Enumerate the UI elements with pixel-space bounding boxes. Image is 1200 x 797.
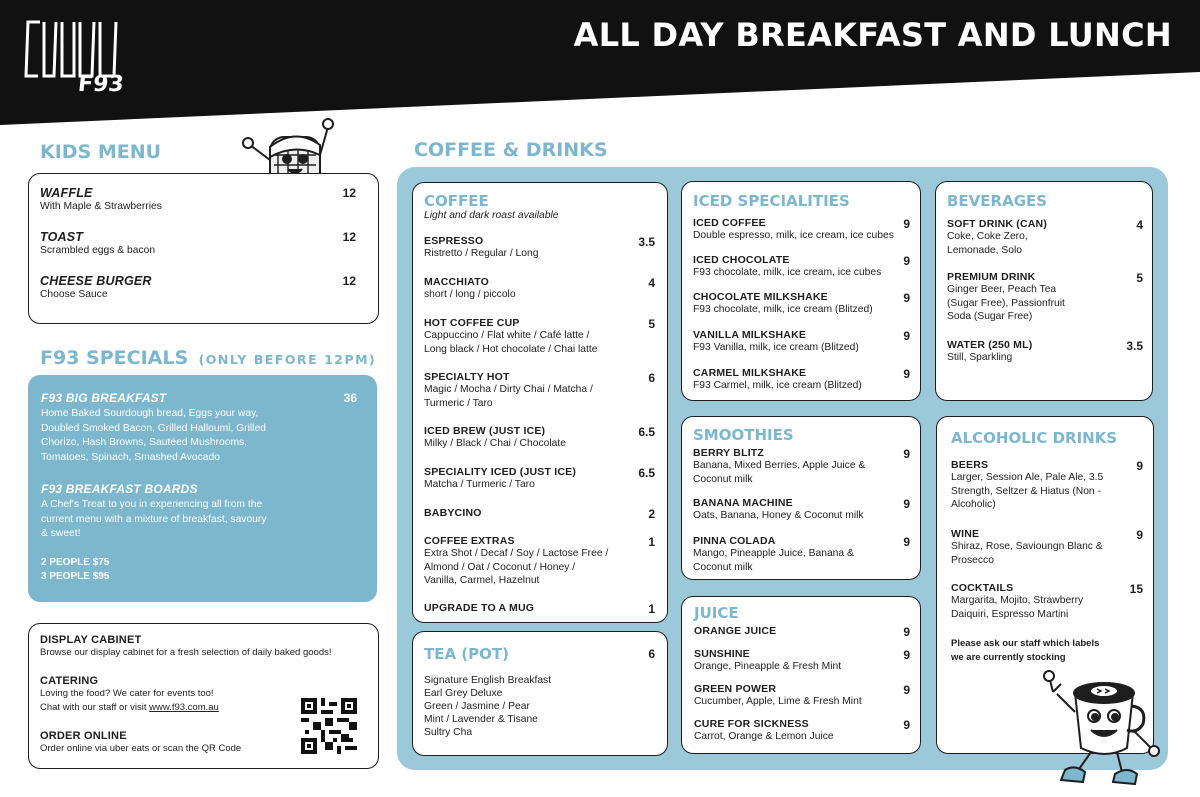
item-name: F93 BREAKFAST BOARDS	[41, 482, 198, 496]
item-price: 1	[648, 535, 655, 549]
section-heading: SMOOTHIES	[693, 426, 794, 444]
header-banner	[0, 0, 1200, 125]
item-price: 6.5	[638, 425, 655, 439]
item-desc: With Maple & Strawberries	[40, 201, 162, 212]
beverages-box	[935, 181, 1153, 401]
item-name: MACCHIATO	[424, 276, 489, 288]
item-desc: Almond / Oat / Coconut / Honey /	[424, 561, 576, 573]
item-name: CARMEL MILKSHAKE	[693, 367, 807, 379]
item-desc: Cappuccino / Flat white / Café latte /	[424, 330, 590, 341]
section-subtitle: Light and dark roast available	[424, 210, 559, 221]
section-desc: Browse our display cabinet for a fresh selection of daily baked goods!	[40, 647, 332, 658]
section-desc: Chat with our staff or visit	[40, 701, 150, 713]
item-desc: Extra Shot / Decaf / Soy / Lactose Free /	[424, 548, 609, 559]
item-name: WATER (250 ML)	[947, 339, 1033, 351]
item-price: 4	[1136, 218, 1143, 232]
item-name: TOAST	[40, 230, 84, 244]
item-desc: Double espresso, milk, ice cream, ice cubes	[693, 230, 894, 241]
tea-box	[412, 631, 668, 756]
item-desc: F93 chocolate, milk, ice cream, ice cubes	[693, 267, 882, 278]
item-desc: Banana, Mixed Berries, Apple Juice &	[693, 460, 866, 471]
item-price: 4	[648, 276, 655, 290]
item-name: SPECIALITY ICED (JUST ICE)	[424, 466, 577, 478]
kids-menu-box	[28, 173, 379, 324]
item-price: 5	[648, 317, 655, 331]
item-desc: Coconut milk	[693, 561, 753, 573]
item-desc: Choose Sauce	[40, 289, 108, 300]
list-item	[424, 535, 655, 588]
item-desc: Matcha / Turmeric / Taro	[424, 479, 535, 490]
list-item	[693, 291, 910, 317]
list-item	[694, 625, 910, 637]
item-desc: F93 Vanilla, milk, ice cream (Blitzed)	[693, 342, 859, 353]
specials-note: (ONLY BEFORE 12PM)	[198, 352, 377, 367]
price-3-people: 3 PEOPLE $95	[41, 571, 110, 582]
item-price: 36	[343, 391, 357, 405]
list-item	[40, 274, 356, 302]
item-desc: Still, Sparkling	[947, 352, 1013, 363]
item-name: ORANGE JUICE	[694, 625, 777, 637]
list-item	[951, 459, 1143, 512]
item-desc: Coconut milk	[693, 473, 753, 485]
item-name: F93 BIG BREAKFAST	[41, 391, 167, 405]
list-item	[693, 497, 910, 523]
item-name: CURE FOR SICKNESS	[694, 718, 809, 730]
item-price: 9	[1136, 459, 1143, 473]
item-desc: Coke, Coke Zero,	[947, 231, 1028, 242]
section-desc: Loving the food? We cater for events too!	[40, 688, 214, 699]
board-prices	[41, 556, 109, 584]
item-name: COFFEE EXTRAS	[424, 535, 515, 547]
item-name: ICED COFFEE	[693, 217, 766, 229]
iced-specialities-box	[681, 181, 921, 401]
item-price: 12	[342, 274, 356, 288]
list-item	[424, 276, 655, 302]
item-desc: A Chef's Treat to you in experiencing all from the current menu with a mixture of breakfast, savoury & sweet!	[41, 499, 267, 540]
item-desc: Turmeric / Taro	[424, 397, 493, 409]
item-desc: Lemonade, Solo	[947, 244, 1022, 256]
item-name: ESPRESSO	[424, 235, 484, 247]
list-item	[424, 507, 655, 519]
list-item	[951, 528, 1143, 567]
item-desc: Shiraz, Rose, Savioungn Blanc &	[951, 541, 1103, 552]
specials-heading: F93 SPECIALS	[40, 347, 189, 369]
list-item	[947, 339, 1143, 365]
list-item	[40, 230, 356, 258]
item-desc: F93 chocolate, milk, ice cream (Blitzed)	[693, 304, 873, 315]
item-desc: Strength, Seltzer & Hiatus (Non -	[951, 485, 1101, 497]
list-item	[424, 235, 655, 261]
item-desc: Soda (Sugar Free)	[947, 311, 1033, 322]
item-name: ICED CHOCOLATE	[693, 254, 790, 266]
item-desc: Margarita, Mojito, Strawberry	[951, 595, 1084, 606]
item-name: PINNA COLADA	[693, 535, 776, 547]
item-name: BEERS	[951, 459, 989, 471]
item-desc: short / long / piccolo	[424, 289, 516, 300]
item-price: 9	[903, 254, 910, 268]
item-price: 9	[903, 329, 910, 343]
item-name: WINE	[951, 528, 980, 540]
item-desc: (Sugar Free), Passionfruit	[947, 297, 1065, 309]
section-heading: TEA (POT)	[424, 645, 509, 663]
item-desc: Cucumber, Apple, Lime & Fresh Mint	[694, 696, 862, 707]
item-price: 1	[648, 602, 655, 616]
list-item	[947, 271, 1143, 324]
list-item	[693, 254, 910, 280]
item-name: SOFT DRINK (CAN)	[947, 218, 1048, 230]
item-name: PREMIUM DRINK	[947, 271, 1036, 283]
list-item	[424, 425, 655, 451]
item-price: 9	[1136, 528, 1143, 542]
coffee-drinks-heading: COFFEE & DRINKS	[414, 139, 608, 161]
juice-box	[681, 596, 921, 754]
item-price: 9	[903, 648, 910, 662]
item-name: CHOCOLATE MILKSHAKE	[693, 291, 828, 303]
list-item	[693, 367, 910, 393]
price-2-people: 2 PEOPLE $75	[41, 557, 110, 568]
specials-heading-row	[40, 347, 376, 369]
coffee-cup-mascot	[1035, 668, 1160, 797]
list-item	[693, 535, 910, 574]
item-desc: Ginger Beer, Peach Tea	[947, 284, 1057, 295]
qr-code[interactable]	[301, 698, 357, 759]
tea-price: 6	[648, 647, 655, 661]
list-item	[424, 317, 655, 356]
item-price: 3.5	[1126, 339, 1143, 353]
list-item	[693, 217, 910, 243]
item-name: UPGRADE TO A MUG	[424, 602, 535, 614]
item-desc: Prosecco	[951, 554, 994, 566]
item-desc: Carrot, Orange & Lemon Juice	[694, 731, 834, 742]
item-price: 15	[1129, 582, 1143, 596]
website-link[interactable]: www.f93.com.au	[149, 701, 219, 713]
item-name: GREEN POWER	[694, 683, 777, 695]
display-cabinet-section	[40, 634, 332, 660]
item-name: VANILLA MILKSHAKE	[693, 329, 807, 341]
item-price: 9	[903, 625, 910, 639]
item-name: ICED BREW (JUST ICE)	[424, 425, 546, 437]
coffee-box	[412, 182, 668, 623]
item-price: 9	[903, 217, 910, 231]
list-item	[947, 218, 1143, 257]
specials-box	[28, 375, 377, 602]
item-desc: Milky / Black / Chai / Chocolate	[424, 438, 566, 449]
item-desc: Ristretto / Regular / Long	[424, 248, 539, 259]
item-name: HOT COFFEE CUP	[424, 317, 520, 329]
item-name: BABYCINO	[424, 507, 482, 519]
item-desc: Scrambled eggs & bacon	[40, 245, 156, 256]
item-desc: Home Baked Sourdough bread, Eggs your way, Doubled Smoked Bacon, Grilled Halloumi, Grilled Chorizo, Hash Browns, Sautéed Mushrooms, Tomatoes, Spinach, Smashed Avocado	[41, 408, 266, 464]
item-price: 9	[903, 291, 910, 305]
smoothies-box	[681, 416, 921, 580]
list-item	[41, 391, 357, 466]
tea-list: Signature English Breakfast Earl Grey Deluxe Green / Jasmine / Pear Mint / Lavender & Tisane Sultry Cha	[424, 675, 552, 738]
section-heading: BEVERAGES	[947, 192, 1048, 210]
section-heading: COFFEE	[424, 192, 489, 210]
list-item	[693, 447, 910, 486]
item-price: 6	[648, 371, 655, 385]
item-desc: Daiquiri, Espresso Martini	[951, 608, 1069, 620]
item-price: 12	[342, 186, 356, 200]
item-desc: Oats, Banana, Honey & Coconut milk	[693, 510, 864, 521]
item-name: CHEESE BURGER	[40, 274, 152, 288]
list-item	[41, 482, 357, 542]
item-desc: F93 Carmel, milk, ice cream (Blitzed)	[693, 380, 862, 391]
section-title: DISPLAY CABINET	[40, 634, 142, 646]
list-item	[40, 186, 356, 214]
logo-text: F93	[76, 72, 125, 97]
item-price: 2	[648, 507, 655, 521]
item-price: 9	[903, 683, 910, 697]
item-price: 9	[903, 367, 910, 381]
stocking-note: Please ask our staff which labels we are currently stocking	[951, 638, 1100, 663]
list-item	[424, 371, 655, 410]
info-box	[28, 623, 379, 769]
item-name: COCKTAILS	[951, 582, 1014, 594]
item-price: 5	[1136, 271, 1143, 285]
section-heading: JUICE	[694, 604, 739, 622]
item-price: 9	[903, 535, 910, 549]
list-item	[424, 466, 655, 492]
item-price: 9	[903, 497, 910, 511]
list-item	[693, 329, 910, 355]
item-desc: Alcoholic)	[951, 499, 996, 510]
item-name: SUNSHINE	[694, 648, 750, 660]
section-title: ORDER ONLINE	[40, 730, 127, 742]
item-price: 6.5	[638, 466, 655, 480]
list-item	[424, 602, 655, 614]
item-name: BERRY BLITZ	[693, 447, 765, 459]
section-desc: Order online via uber eats or scan the QR Code	[40, 743, 242, 754]
item-desc: Long black / Hot chocolate / Chai latte	[424, 343, 598, 355]
list-item	[951, 582, 1143, 621]
section-heading: ICED SPECIALITIES	[693, 192, 850, 210]
list-item	[694, 718, 910, 744]
item-desc: Magic / Mocha / Dirty Chai / Matcha /	[424, 384, 593, 395]
kids-menu-heading: KIDS MENU	[40, 141, 162, 163]
item-name: SPECIALTY HOT	[424, 371, 510, 383]
list-item	[694, 683, 910, 709]
item-price: 9	[903, 718, 910, 732]
item-name: BANANA MACHINE	[693, 497, 793, 509]
order-online-section	[40, 730, 241, 756]
item-desc: Vanilla, Carmel, Hazelnut	[424, 575, 540, 586]
item-price: 9	[903, 447, 910, 461]
item-price: 3.5	[638, 235, 655, 249]
item-price: 12	[342, 230, 356, 244]
list-item	[694, 648, 910, 674]
page-title: ALL DAY BREAKFAST AND LUNCH	[573, 16, 1172, 54]
item-desc: Larger, Session Ale, Pale Ale, 3.5	[951, 472, 1104, 483]
item-name: WAFFLE	[40, 186, 93, 200]
item-desc: Mango, Pineapple Juice, Banana &	[693, 548, 854, 559]
item-desc: Orange, Pineapple & Fresh Mint	[694, 661, 842, 672]
catering-section	[40, 675, 219, 714]
section-heading: ALCOHOLIC DRINKS	[951, 429, 1118, 447]
section-title: CATERING	[40, 675, 99, 687]
